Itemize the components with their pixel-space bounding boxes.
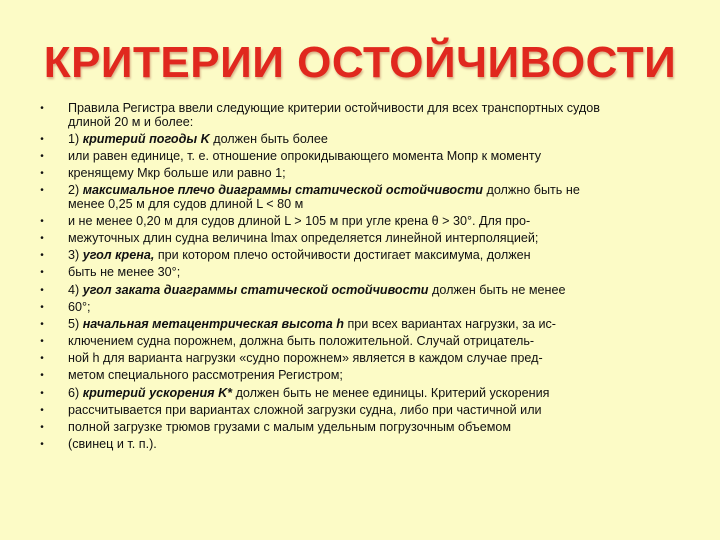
bullet-dot-icon: • — [40, 353, 44, 365]
line-text: ной h для варианта нагрузки «судно порожнем» является в каждом случае пред- — [68, 351, 543, 366]
bullet-line — [38, 367, 678, 384]
bullet-dot-icon: • — [40, 232, 44, 244]
slide-title: КРИТЕРИИ ОСТОЙЧИВОСТИ — [43, 38, 677, 87]
line-text: полной загрузке трюмов грузами с малым удельным погрузочным объемом — [68, 420, 512, 434]
line-continuation: менее 0,25 м для судов длиной L < 80 м — [68, 196, 304, 211]
line-text: ключением судна порожнем, должна быть положительной. Случай отрицатель- — [68, 334, 535, 349]
line-text: 5) — [68, 316, 83, 331]
bullet-line — [38, 436, 678, 453]
line-text: должен быть не менее единицы. Критерий ускорения — [232, 385, 550, 400]
line-text: при котором плечо остойчивости достигает максимума, должен — [154, 248, 531, 263]
bullet-dot-icon: • — [40, 284, 44, 296]
line-text: 1) — [68, 131, 83, 146]
line-text: 2) — [68, 183, 83, 198]
bullet-line — [38, 299, 678, 316]
bullet-line — [38, 182, 678, 213]
bullet-dot-icon: • — [40, 422, 44, 433]
bullet-dot-icon: • — [40, 133, 44, 145]
bullet-line — [38, 333, 678, 350]
bullet-dot-icon: • — [40, 301, 44, 313]
bullet-line — [38, 385, 678, 402]
line-text: должен быть не менее — [428, 282, 566, 297]
bullet-line — [38, 419, 678, 436]
criterion-term: угол крена, — [82, 248, 155, 263]
bullet-line — [38, 230, 678, 247]
line-text: межуточных длин судна величина lmax определяется линейной интерполяцией; — [68, 230, 539, 245]
line-text: должно быть не — [482, 183, 580, 198]
bullet-dot-icon: • — [40, 318, 44, 330]
bullet-dot-icon: • — [40, 103, 44, 114]
bullet-line — [38, 100, 678, 131]
bullet-line — [38, 213, 678, 230]
line-continuation: длиной 20 м и более: — [68, 114, 194, 129]
line-text: 6) — [68, 385, 83, 400]
line-text: 3) — [68, 248, 83, 263]
line-text: (свинец и т. п.). — [68, 437, 157, 452]
line-text: и не менее 0,20 м для судов длиной L > 105 м при угле крена θ > 30°. Для про- — [68, 213, 531, 228]
bullet-line — [38, 165, 678, 182]
bullet-line — [38, 264, 678, 281]
bullet-dot-icon: • — [40, 185, 44, 197]
bullet-line — [38, 316, 678, 333]
bullet-line — [38, 402, 678, 419]
criterion-term: начальная метацентрическая высота h — [82, 316, 344, 331]
criterion-term: критерий ускорения K* — [82, 385, 233, 400]
criterion-term: максимальное плечо диаграммы статической остойчивости — [82, 183, 483, 198]
line-text: должен быть более — [209, 131, 328, 146]
bullet-dot-icon: • — [40, 150, 44, 162]
line-text: при всех вариантах нагрузки, за ис- — [343, 316, 557, 331]
bullet-dot-icon: • — [40, 336, 44, 348]
bullet-dot-icon: • — [40, 387, 44, 399]
line-text: быть не менее 30°; — [68, 265, 181, 280]
bullet-line — [38, 282, 678, 299]
line-text: 4) — [68, 282, 83, 297]
line-text: кренящему Mкр больше или равно 1; — [68, 165, 286, 180]
line-text: рассчитывается при вариантах сложной загрузки судна, либо при частичной или — [68, 402, 542, 417]
bullet-line — [38, 148, 678, 165]
criterion-term: угол заката диаграммы статической остойчивости — [82, 282, 429, 297]
line-text: 60°; — [68, 299, 91, 314]
bullet-dot-icon: • — [40, 267, 44, 279]
line-text: или равен единице, т. е. отношение опрокидывающего момента Mопр к моменту — [68, 148, 542, 163]
bullet-dot-icon: • — [40, 167, 44, 179]
bullet-list — [38, 100, 678, 453]
bullet-dot-icon: • — [40, 250, 44, 262]
line-text: Правила Регистра ввели следующие критерии остойчивости для всех транспортных судов — [68, 101, 600, 115]
bullet-dot-icon: • — [40, 404, 44, 416]
line-text: метом специального рассмотрения Регистром; — [68, 368, 343, 383]
bullet-line — [38, 131, 678, 148]
bullet-dot-icon: • — [40, 439, 44, 451]
bullet-dot-icon: • — [40, 215, 44, 227]
bullet-line — [38, 350, 678, 367]
bullet-line — [38, 247, 678, 264]
criterion-term: критерий погоды K — [82, 131, 210, 146]
bullet-dot-icon: • — [40, 370, 44, 382]
